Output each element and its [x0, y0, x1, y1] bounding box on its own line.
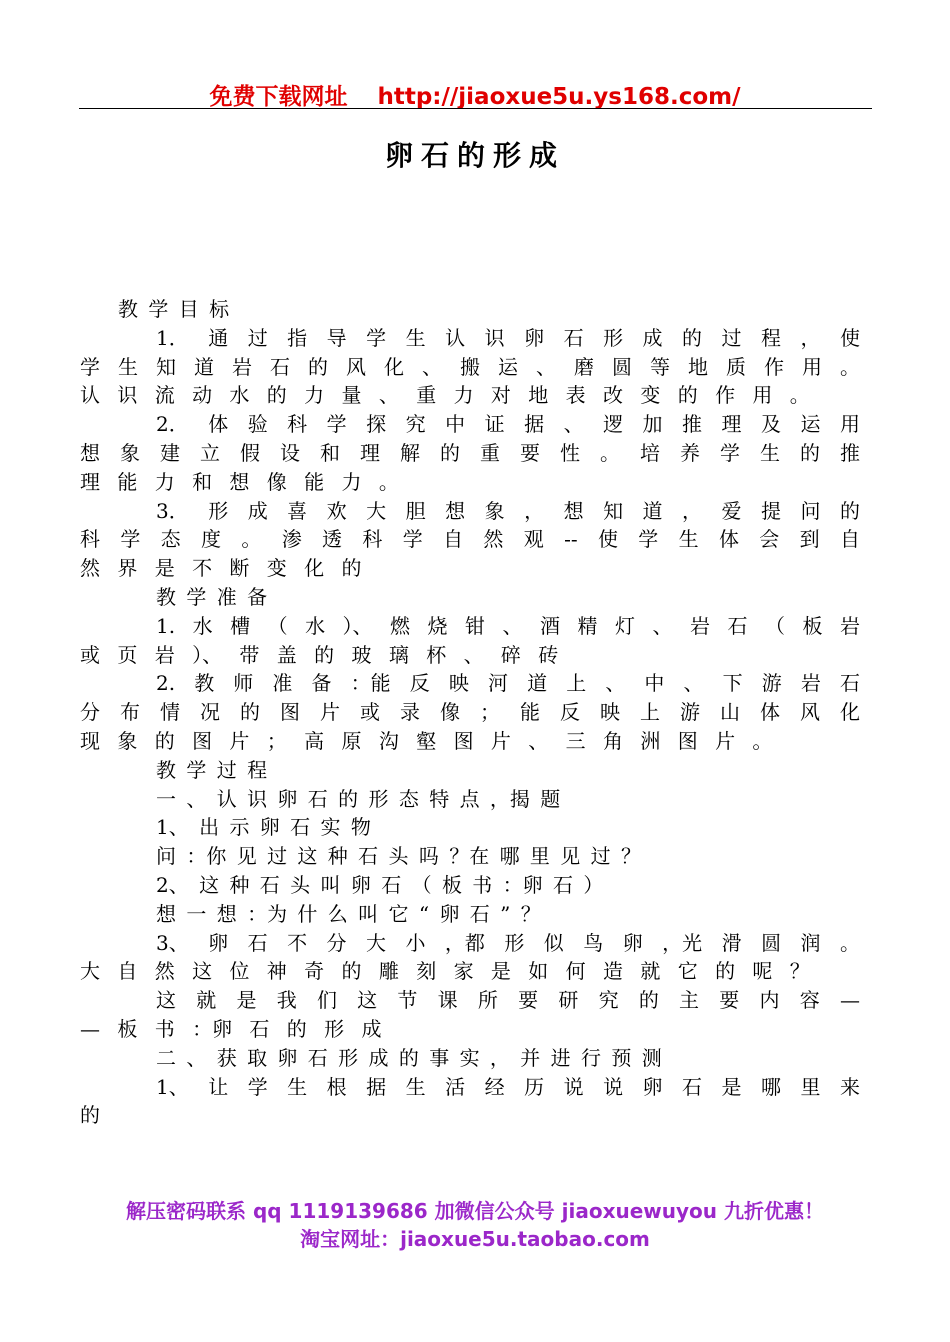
- footer-shop-line[interactable]: 淘宝网址：jiaoxue5u.taobao.com: [300, 1227, 650, 1251]
- body-line: 二 、 获 取 卵 石 形 成 的 事 实 ， 并 进 行 预 测: [156, 1045, 662, 1070]
- body-line: 想 象 建 立 假 设 和 理 解 的 重 要 性 。 培 养 学 生 的 推: [80, 440, 860, 465]
- body-line: 认 识 流 动 水 的 力 量 、 重 力 对 地 表 改 变 的 作 用 。: [80, 383, 810, 408]
- body-line: 大 自 然 这 位 神 奇 的 雕 刻 家 是 如 何 造 就 它 的 呢 ？: [80, 959, 810, 984]
- body-line: 理 能 力 和 想 像 能 力 。: [80, 469, 399, 494]
- body-line: 学 生 知 道 岩 石 的 风 化 、 搬 运 、 磨 圆 等 地 质 作 用 。: [80, 354, 860, 379]
- document-title: 卵石的形成: [384, 139, 565, 172]
- body-line: 然 界 是 不 断 变 化 的: [80, 556, 362, 581]
- download-header: [0, 78, 950, 111]
- body-line: 教 学 目 标: [118, 297, 230, 321]
- body-line: 科 学 态 度 。 渗 透 科 学 自 然 观 -- 使 学 生 体 会 到 自: [80, 527, 860, 552]
- body-line: 1、 让 学 生 根 据 生 活 经 历 说 说 卵 石 是 哪 里 来: [156, 1074, 860, 1099]
- body-line: — 板 书 ：卵 石 的 形 成: [80, 1016, 382, 1041]
- body-line: 的: [80, 1103, 100, 1128]
- footer-contact-line: 解压密码联系 qq 1119139686 加微信公众号 jiaoxuewuyou 九折优惠！: [126, 1199, 824, 1223]
- body-line: 1. 水 槽 （ 水 ）、 燃 烧 钳 、 酒 精 灯 、 岩 石 （ 板 岩: [156, 613, 860, 638]
- download-label: 免费下载网址: [209, 84, 348, 110]
- body-line: 一 、 认 识 卵 石 的 形 态 特 点 ，揭 题: [156, 786, 561, 811]
- body-line: 3、 卵 石 不 分 大 小 ，都 形 似 鸟 卵 ，光 滑 圆 润 。: [156, 930, 860, 955]
- body-line: 教 学 过 程: [156, 757, 268, 782]
- body-line: 2、 这 种 石 头 叫 卵 石 （ 板 书 ：卵 石 ）: [156, 872, 604, 897]
- body-line: 1． 通 过 指 导 学 生 认 识 卵 石 形 成 的 过 程 ， 使: [156, 325, 860, 350]
- body-line: 2． 体 验 科 学 探 究 中 证 据 、 逻 加 推 理 及 运 用: [156, 412, 860, 437]
- body-line: 2. 教 师 准 备 ：能 反 映 河 道 上 、 中 、 下 游 岩 石: [156, 671, 860, 696]
- body-line: 问 ：你 见 过 这 种 石 头 吗 ？在 哪 里 见 过 ？: [156, 844, 642, 869]
- footer-notice: [0, 1197, 950, 1253]
- body-line: 现 象 的 图 片 ； 高 原 沟 壑 图 片 、 三 角 洲 图 片 。: [80, 728, 773, 753]
- body-line: 这 就 是 我 们 这 节 课 所 要 研 究 的 主 要 内 容 —: [156, 988, 860, 1013]
- body-line: 1、 出 示 卵 石 实 物: [156, 815, 371, 840]
- body-line: 或 页 岩 ）、 带 盖 的 玻 璃 杯 、 碎 砖: [80, 642, 559, 667]
- download-url-link[interactable]: http://jiaoxue5u.ys168.com/: [377, 84, 741, 110]
- body-line: 教 学 准 备: [156, 584, 268, 609]
- body-line: 分 布 情 况 的 图 片 或 录 像 ； 能 反 映 上 游 山 体 风 化: [80, 700, 860, 725]
- header-divider: [79, 108, 872, 109]
- body-line: 想 一 想 ：为 什 么 叫 它 “ 卵 石 ” ？: [156, 901, 541, 926]
- body-line: 3． 形 成 喜 欢 大 胆 想 象 ， 想 知 道 ， 爱 提 问 的: [156, 498, 860, 523]
- document-body: [80, 295, 860, 1130]
